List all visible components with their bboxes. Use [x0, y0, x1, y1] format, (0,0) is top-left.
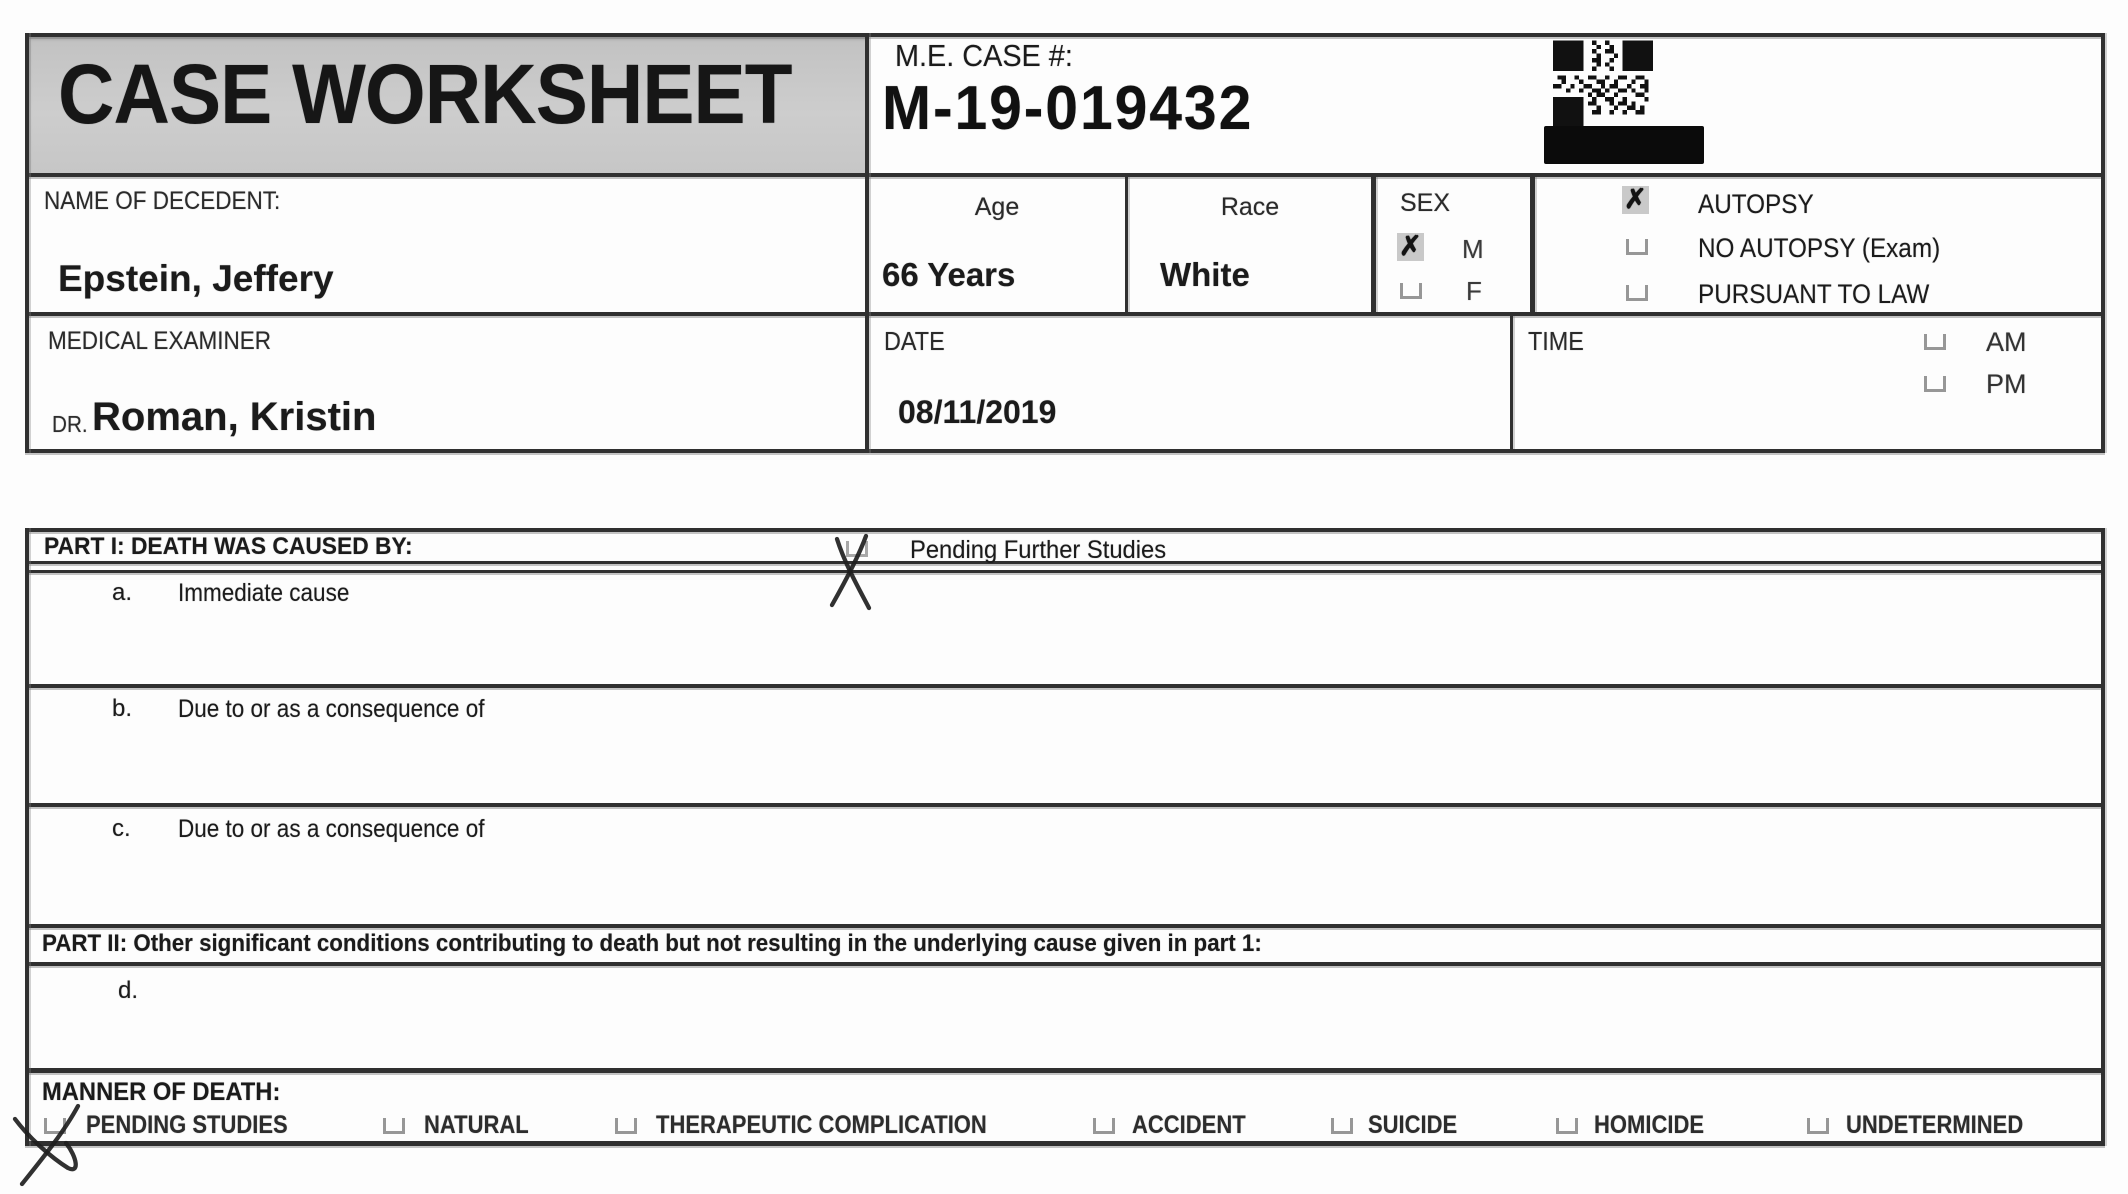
examiner-prefix: DR. [52, 411, 88, 437]
table-line [1530, 177, 1535, 312]
table-line [25, 1068, 2105, 1073]
decedent-value: Epstein, Jeffery [58, 258, 334, 299]
manner-undetermined-checkbox[interactable] [1807, 1118, 1829, 1134]
part1-title: PART I: DEATH WAS CAUSED BY: [44, 533, 413, 560]
sex-male-label: M [1462, 234, 1484, 264]
date-label: DATE [884, 326, 945, 356]
table-line [1371, 177, 1376, 312]
manner-undetermined-label: UNDETERMINED [1846, 1111, 2024, 1139]
age-label: Age [974, 193, 1020, 221]
sex-female-checkbox[interactable] [1400, 283, 1422, 299]
time-pm-label: PM [1986, 369, 2027, 399]
table-line [25, 803, 2105, 807]
pursuant-to-law-option-label: PURSUANT TO LAW [1698, 279, 1930, 309]
autopsy-checkbox[interactable]: ✗ [1624, 184, 1647, 214]
manner-of-death-title: MANNER OF DEATH: [42, 1078, 281, 1106]
autopsy-option-label: AUTOPSY [1698, 189, 1814, 219]
table-line [25, 684, 2105, 688]
table-line [25, 33, 2105, 37]
time-label: TIME [1528, 326, 1584, 356]
table-line [25, 570, 2105, 573]
table-line [2101, 33, 2105, 453]
no-autopsy-checkbox[interactable] [1626, 239, 1648, 255]
part2-title: PART II: Other significant conditions contributing to death but not resulting in the underlying cause given in part 1: [42, 930, 1262, 957]
age-value: 66 Years [882, 256, 1016, 293]
decedent-label: NAME OF DECEDENT: [44, 187, 281, 215]
case-number-value: M-19-019432 [882, 74, 1254, 143]
row-c-letter: c. [112, 815, 131, 842]
row-b-label: Due to or as a consequence of [178, 695, 485, 723]
pending-further-studies-label: Pending Further Studies [910, 536, 1167, 564]
manner-natural-label: NATURAL [424, 1111, 529, 1139]
table-line [25, 312, 2105, 316]
time-am-checkbox[interactable] [1924, 334, 1946, 350]
sex-label: SEX [1400, 189, 1451, 217]
page-title: CASE WORKSHEET [58, 47, 792, 141]
table-line [865, 33, 869, 453]
manner-accident-label: ACCIDENT [1132, 1111, 1246, 1139]
table-line [25, 962, 2105, 966]
handwritten-x-mark [10, 1094, 120, 1194]
handwritten-x-mark [815, 524, 885, 619]
no-autopsy-option-label: NO AUTOPSY (Exam) [1698, 233, 1941, 263]
manner-natural-checkbox[interactable] [383, 1118, 405, 1134]
manner-homicide-label: HOMICIDE [1594, 1111, 1704, 1139]
time-pm-checkbox[interactable] [1924, 376, 1946, 392]
table-line [25, 1141, 2105, 1146]
race-label: Race [1220, 193, 1280, 221]
row-a-label: Immediate cause [178, 579, 350, 607]
row-c-label: Due to or as a consequence of [178, 815, 485, 843]
table-line [2101, 528, 2105, 1146]
table-line [25, 449, 2105, 453]
date-value: 08/11/2019 [898, 394, 1057, 430]
table-line [25, 924, 2105, 928]
table-line [1510, 316, 1513, 449]
table-line [25, 528, 29, 1146]
pursuant-to-law-checkbox[interactable] [1626, 285, 1648, 301]
row-a-letter: a. [112, 579, 133, 606]
sex-male-checkbox[interactable]: ✗ [1399, 231, 1422, 261]
manner-therapeutic-complication-checkbox[interactable] [615, 1118, 637, 1134]
redaction-bar [1544, 126, 1704, 164]
manner-homicide-checkbox[interactable] [1556, 1118, 1578, 1134]
manner-suicide-checkbox[interactable] [1331, 1118, 1353, 1134]
race-value: White [1160, 256, 1250, 293]
table-line [1125, 177, 1128, 312]
manner-therapeutic-complication-label: THERAPEUTIC COMPLICATION [656, 1111, 987, 1139]
medical-examiner-label: MEDICAL EXAMINER [48, 327, 271, 355]
row-d-letter: d. [118, 977, 139, 1004]
manner-accident-checkbox[interactable] [1093, 1118, 1115, 1134]
table-line [25, 173, 2105, 177]
manner-suicide-label: SUICIDE [1368, 1111, 1458, 1139]
manner-pending-studies-label: PENDING STUDIES [86, 1111, 288, 1139]
qr-code-icon [1553, 40, 1653, 128]
row-b-letter: b. [112, 695, 133, 722]
table-line [25, 33, 29, 453]
case-number-label: M.E. CASE #: [895, 38, 1073, 73]
sex-female-label: F [1466, 276, 1482, 306]
table-line [25, 528, 2105, 532]
examiner-value: Roman, Kristin [92, 395, 377, 439]
time-am-label: AM [1986, 327, 2027, 357]
